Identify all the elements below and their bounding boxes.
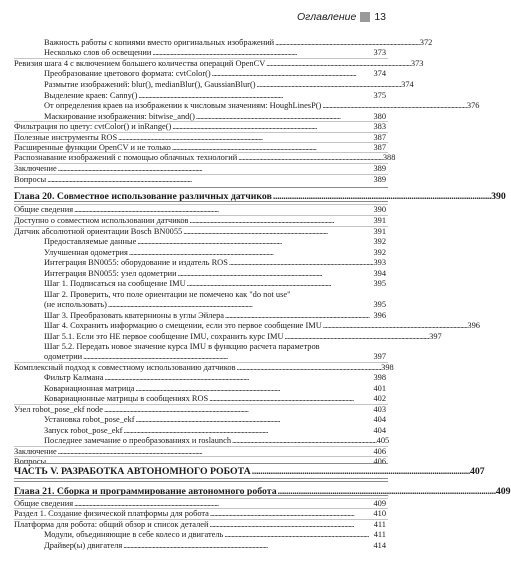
toc-entry-title: Преобразование цветового формата: cvtColor(): [44, 69, 211, 78]
toc-entry[interactable]: [14, 133, 386, 142]
toc-entry-title: Глава 21. Сборка и программирование автономного робота: [14, 486, 277, 497]
toc-entry-title: Расширенные функции OpenCV и не только: [14, 143, 171, 152]
toc-entry-title: Последнее замечание о преобразованиях и roslaunch: [44, 436, 232, 445]
row-rule: [14, 142, 388, 143]
toc-page-number: 406: [373, 447, 386, 456]
toc-leader: [196, 112, 373, 121]
toc-leader: [210, 509, 373, 518]
toc-leader: [137, 237, 372, 246]
toc-entry-title: Шаг 1. Подписаться на сообщение IMU: [44, 279, 186, 288]
toc-page-number: 373: [373, 48, 386, 57]
toc-leader: [178, 269, 373, 278]
toc-page-number: 387: [373, 143, 386, 152]
toc-entry-title: От определения краев на изображении к числовым значениям: HoughLinesP(): [44, 101, 322, 110]
toc-page-number: 391: [373, 227, 386, 236]
toc-leader: [152, 48, 372, 57]
toc-entry-title: Распознавание изображений с помощью облачных технологий: [14, 153, 238, 162]
toc-leader: [322, 101, 466, 110]
toc-entry-title: Фильтрация по цвету: cvtColor() и inRange(): [14, 122, 172, 131]
toc-entry-title: Шаг 3. Преобразовать кватернионы в углы Эйлера: [44, 311, 225, 320]
toc-entry[interactable]: [44, 91, 386, 100]
toc-entry-title: Предоставляемые данные: [44, 237, 137, 246]
row-rule: [14, 362, 388, 363]
toc-leader: [136, 415, 373, 424]
toc-entry-title: Ковариационные матрицы в сообщениях ROS: [44, 394, 209, 403]
row-rule: [14, 446, 388, 447]
toc-entry[interactable]: [44, 426, 386, 435]
row-rule: [14, 508, 388, 509]
toc-entry[interactable]: [44, 436, 390, 445]
toc-entry[interactable]: [14, 405, 386, 414]
toc-page-number: 392: [373, 248, 386, 257]
page-number: 13: [374, 11, 386, 23]
toc-leader: [108, 300, 373, 309]
toc-entry-title: Шаг 2. Проверить, что поле ориентации не помечено как "do not use": [44, 290, 291, 299]
toc-entry-title: Маскирование изображения: bitwise_and(): [44, 112, 195, 121]
toc-entry-title: Размытие изображений: blur(), medianBlur(), GaussianBlur(): [44, 80, 256, 89]
toc-entry[interactable]: [44, 80, 414, 89]
toc-page-number: 387: [373, 133, 386, 142]
row-rule: [14, 132, 388, 133]
row-rule: [14, 226, 388, 227]
toc-page-number: 372: [419, 38, 433, 47]
toc-leader: [123, 426, 372, 435]
toc-leader: [237, 363, 381, 372]
toc-entry-title: Выделение краев: Canny(): [44, 91, 138, 100]
toc-entry-title: Общие сведения: [14, 205, 74, 214]
toc-page-number: 414: [373, 541, 386, 550]
toc-entry[interactable]: [14, 216, 386, 225]
toc-page-number: 375: [373, 91, 386, 100]
toc-entry[interactable]: [14, 499, 386, 508]
row-rule: [14, 519, 388, 520]
toc-entry[interactable]: [44, 530, 386, 539]
toc-entry-title: Вопросы: [14, 457, 47, 466]
toc-entry[interactable]: [44, 311, 386, 320]
toc-leader: [47, 175, 372, 184]
toc-leader: [275, 38, 419, 47]
toc-page-number: 411: [373, 530, 386, 539]
toc-page-number: 397: [373, 352, 386, 361]
toc-entry-title: Фильтр Калмана: [44, 373, 104, 382]
toc-page-number: 407: [469, 466, 485, 477]
toc-entry[interactable]: [44, 541, 386, 550]
toc-entry-title: Заключение: [14, 447, 57, 456]
toc-entry[interactable]: [44, 258, 386, 267]
toc-leader: [212, 69, 373, 78]
row-rule: [14, 404, 388, 405]
toc-entry[interactable]: [14, 520, 386, 529]
row-rule: [14, 174, 388, 175]
toc-page-number: 374: [373, 69, 386, 78]
toc-page-number: 402: [373, 394, 386, 403]
toc-leader: [104, 373, 372, 382]
toc-leader: [232, 436, 376, 445]
toc-leader: [58, 447, 373, 456]
row-rule: [14, 204, 388, 205]
toc-entry[interactable]: [44, 332, 442, 341]
toc-page-number: 395: [373, 279, 386, 288]
toc-entry[interactable]: [44, 69, 386, 78]
toc-page-number: 397: [429, 332, 442, 341]
row-rule: [14, 152, 388, 153]
toc-page-number: 376: [466, 101, 480, 110]
toc-entry[interactable]: [44, 300, 386, 309]
toc-entry-title: Ревизия шага 4 с включением большего количества операций OpenCV: [14, 59, 266, 68]
toc-leader: [225, 311, 372, 320]
toc-leader: [252, 466, 469, 477]
page-header: [297, 10, 386, 24]
toc-entry[interactable]: [14, 205, 386, 214]
row-rule: [14, 215, 388, 216]
toc-entry-title: Несколько слов об освещении: [44, 48, 152, 57]
toc-entry-title: Общие сведения: [14, 499, 74, 508]
toc-leader: [229, 258, 373, 267]
toc-entry-title: Шаг 5.1. Если это НЕ первое сообщение IMU, сохранить курс IMU: [44, 332, 284, 341]
toc-page-number: 410: [373, 509, 386, 518]
toc-entry[interactable]: [44, 48, 386, 57]
divider: [14, 187, 388, 188]
toc-leader: [285, 332, 429, 341]
toc-entry[interactable]: [44, 279, 386, 288]
toc-entry-title: Заключение: [14, 164, 57, 173]
toc-entry-title: одометрии: [44, 352, 83, 361]
toc-entry-title: Узел robot_pose_ekf node: [14, 405, 103, 414]
toc-page-number: 380: [373, 112, 386, 121]
toc-entry-title: Комплексный подход к совместному использованию датчиков: [14, 363, 236, 372]
toc-leader: [123, 541, 372, 550]
toc-entry[interactable]: [14, 447, 386, 456]
toc-entry-title: Платформа для робота: общий обзор и список деталей: [14, 520, 209, 529]
toc-entry-title: Глава 20. Совместное использование различных датчиков: [14, 191, 272, 202]
toc-entry[interactable]: [44, 248, 386, 257]
toc-leader: [172, 143, 373, 152]
toc-page-number: 383: [373, 122, 386, 131]
toc-page-number: 403: [373, 405, 386, 414]
toc-page-number: 411: [373, 520, 386, 529]
toc-entry-title: Важность работы с копиями вместо оригинальных изображений: [44, 38, 275, 47]
toc-entry-title: Интеграция BN0055: узел одометрии: [44, 269, 177, 278]
toc-leader: [47, 457, 372, 466]
toc-entry[interactable]: [44, 415, 386, 424]
toc-leader: [266, 59, 410, 68]
toc-leader: [118, 133, 372, 142]
toc-entry[interactable]: [44, 342, 386, 351]
toc-entry[interactable]: [44, 38, 433, 47]
toc-leader: [224, 530, 372, 539]
running-title: Оглавление: [296, 11, 357, 23]
toc-entry[interactable]: [14, 457, 386, 466]
toc-entry[interactable]: [44, 290, 386, 299]
toc-entry-title: (не использовать): [44, 300, 107, 309]
toc-heading[interactable]: [14, 466, 485, 477]
toc-leader: [209, 394, 372, 403]
toc-page-number: 393: [373, 258, 387, 267]
toc-entry-title: Модули, объединяющие в себе колесо и двигатель: [44, 530, 224, 539]
toc-leader: [172, 122, 372, 131]
toc-page-number: 388: [382, 153, 396, 162]
toc-page-number: 389: [373, 175, 386, 184]
row-rule: [14, 163, 388, 164]
row-rule: [14, 58, 388, 59]
toc-page-number: 406: [373, 457, 386, 466]
toc-page-number: 409: [373, 499, 386, 508]
toc-leader: [129, 248, 373, 257]
toc-leader: [183, 227, 372, 236]
toc-entry-title: Шаг 4. Сохранить информацию о смещении, если это первое сообщение IMU: [44, 321, 322, 330]
header-marker-icon: [360, 12, 370, 22]
toc-entry[interactable]: [14, 153, 396, 162]
toc-entry-title: Установка robot_pose_ekf: [44, 415, 135, 424]
toc-page-number: 398: [381, 363, 394, 372]
toc-page-number: 374: [401, 80, 414, 89]
toc-entry[interactable]: [44, 321, 480, 330]
divider: [14, 201, 388, 202]
toc-page-number: 404: [373, 415, 386, 424]
toc-page-number: 396: [373, 311, 386, 320]
toc-page-number: 390: [491, 191, 506, 202]
toc-entry[interactable]: [14, 175, 386, 184]
toc-page-number: 395: [373, 300, 386, 309]
toc-leader: [74, 499, 372, 508]
toc-page-number: 389: [373, 164, 386, 173]
toc-page-number: 405: [376, 436, 390, 445]
toc-entry[interactable]: [44, 352, 386, 361]
toc-entry-title: Датчик абсолютной ориентации Bosch BN0055: [14, 227, 183, 236]
row-rule: [14, 456, 388, 457]
toc-entry[interactable]: [14, 363, 394, 372]
toc-entry-title: Ковариационная матрица: [44, 384, 135, 393]
toc-page-number: 401: [373, 384, 386, 393]
toc-leader: [187, 279, 373, 288]
toc-entry[interactable]: [44, 112, 386, 121]
toc-page-number: 404: [373, 426, 386, 435]
toc-entry[interactable]: [14, 227, 386, 236]
toc-leader: [257, 80, 401, 89]
toc-leader: [58, 164, 373, 173]
toc-entry[interactable]: [14, 122, 386, 131]
toc-entry[interactable]: [14, 59, 424, 68]
toc-leader: [104, 405, 372, 414]
row-rule: [14, 498, 388, 499]
toc-entry[interactable]: [44, 384, 386, 393]
toc-entry-title: Драйвер(ы) двигателя: [44, 541, 123, 550]
divider: [14, 478, 388, 479]
toc-leader: [83, 352, 372, 361]
toc-leader: [238, 153, 382, 162]
divider: [14, 481, 388, 482]
divider: [14, 463, 388, 464]
toc-entry-title: Запуск robot_pose_ekf: [44, 426, 123, 435]
toc-entry-title: Раздел 1. Создание физической платформы для робота: [14, 509, 209, 518]
toc-entry[interactable]: [14, 143, 386, 152]
toc-page-number: 409: [495, 486, 511, 497]
toc-page-number: 398: [373, 373, 386, 382]
toc-page-number: 373: [410, 59, 424, 68]
toc-entry[interactable]: [44, 373, 386, 382]
toc-page-number: 390: [373, 205, 386, 214]
toc-entry[interactable]: [44, 269, 386, 278]
toc-entry[interactable]: [14, 509, 386, 518]
toc-leader: [190, 216, 373, 225]
toc-leader: [135, 384, 372, 393]
toc-entry-title: Вопросы: [14, 175, 47, 184]
toc-leader: [323, 321, 467, 330]
toc-page-number: 396: [467, 321, 480, 330]
toc-leader: [74, 205, 372, 214]
toc-entry-title: Интеграция BN0055: оборудование и издатель ROS: [44, 258, 228, 267]
toc-leader: [138, 91, 372, 100]
toc-page-number: 394: [373, 269, 386, 278]
toc-entry-title: Улучшенная одометрия: [44, 248, 128, 257]
row-rule: [14, 121, 388, 122]
toc-entry[interactable]: [14, 164, 386, 173]
toc-entry-title: Шаг 5.2. Передать новое значение курса IMU в функцию расчета параметров: [44, 342, 320, 351]
toc-entry-title: Доступно о совместном использовании датчиков: [14, 216, 189, 225]
toc-page-number: 392: [373, 237, 386, 246]
toc-entry[interactable]: [44, 237, 386, 246]
divider: [14, 495, 388, 496]
toc-entry-title: ЧАСТЬ V. РАЗРАБОТКА АВТОНОМНОГО РОБОТА: [14, 466, 251, 477]
toc-leader: [209, 520, 372, 529]
toc-entry-title: Полезные инструменты ROS: [14, 133, 118, 142]
toc-entry[interactable]: [44, 101, 480, 110]
toc-page-number: 391: [373, 216, 386, 225]
toc-entry[interactable]: [44, 394, 386, 403]
